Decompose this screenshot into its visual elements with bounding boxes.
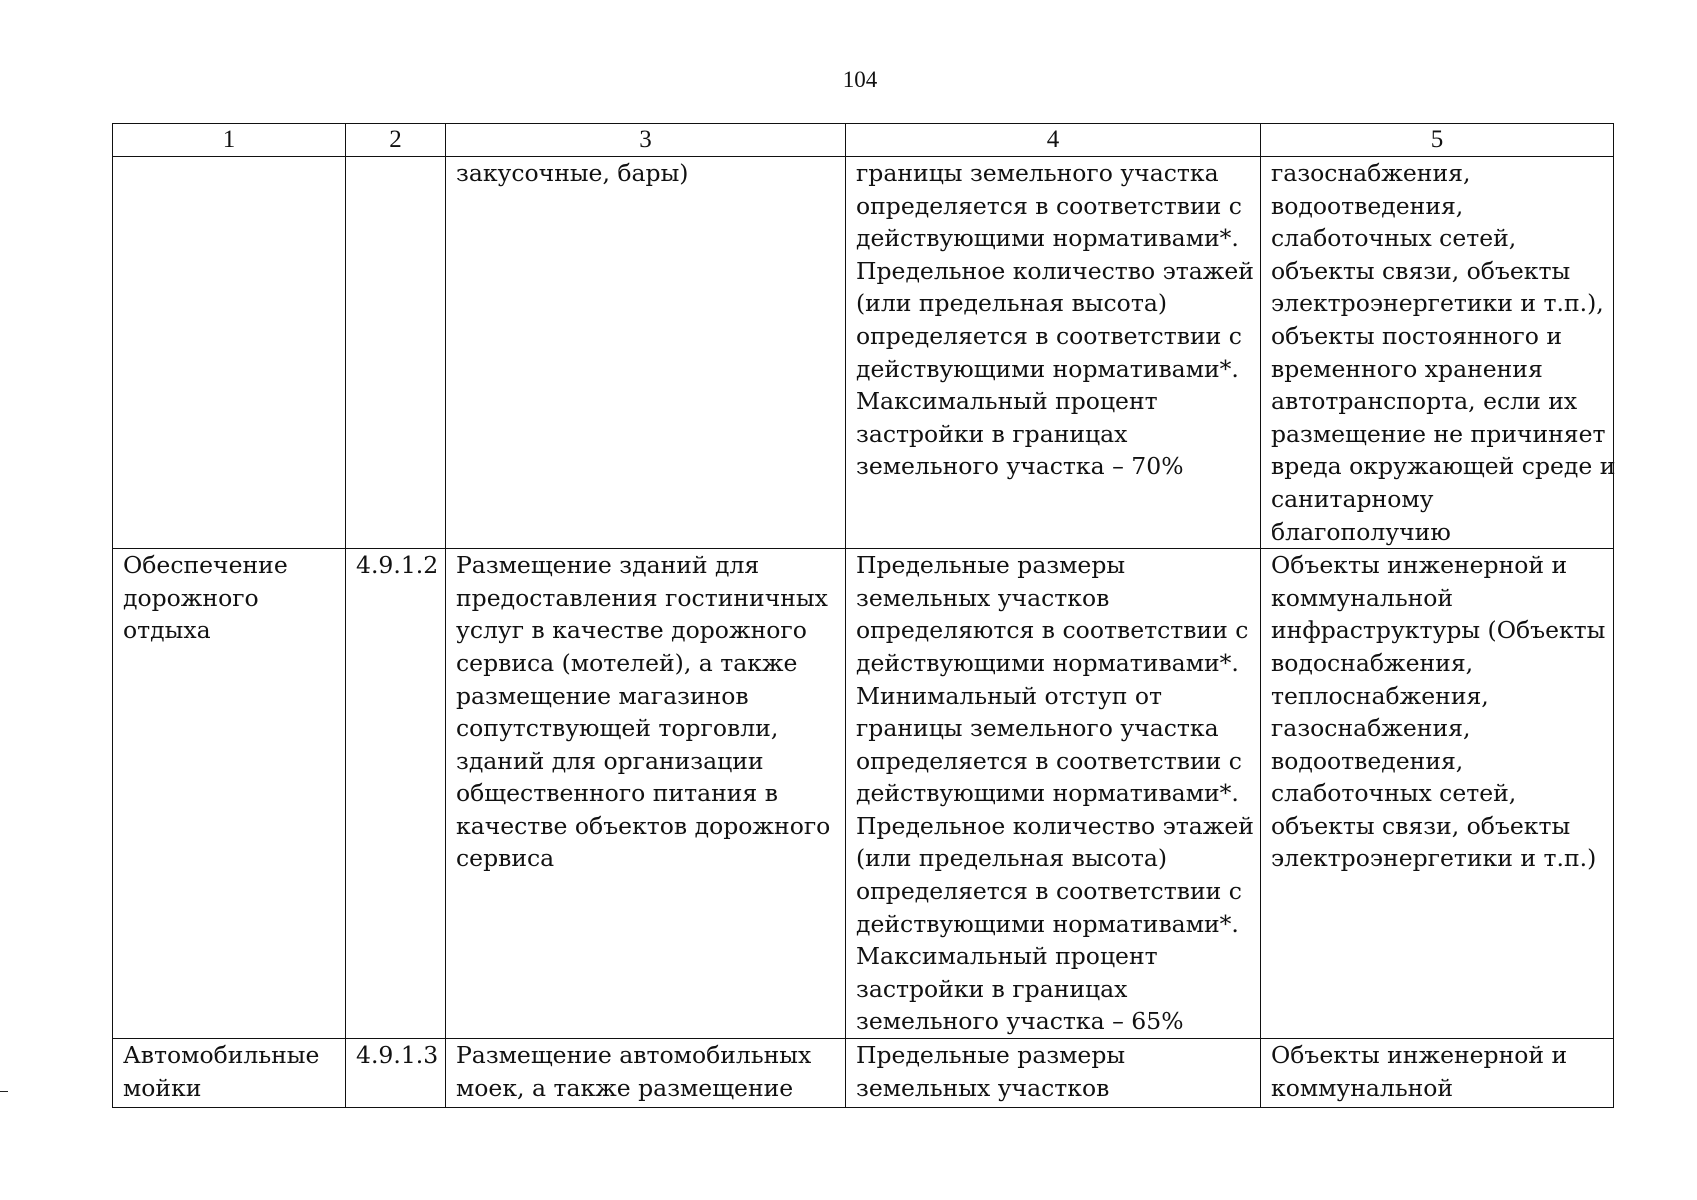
cell-text-line: объекты связи, объекты [1271, 811, 1571, 840]
auxiliary-uses-cell [1261, 157, 1614, 549]
header-cell-4: 4 [846, 124, 1261, 157]
cell-text-line: электроэнергетики и т.п.) [1271, 844, 1597, 873]
table-row [113, 157, 1614, 549]
cell-text-line: общественного питания в [456, 779, 778, 808]
cell-text-line: Минимальный отступ от [856, 681, 1162, 710]
land-use-code-cell [346, 1039, 446, 1108]
land-use-name-cell [113, 157, 346, 549]
cell-text-line: земельных участков [856, 583, 1110, 612]
cell-text-line: сопутствующей торговли, [456, 714, 779, 743]
cell-text-line: застройки в границах [856, 974, 1128, 1003]
cell-text-line: Предельные размеры [856, 551, 1126, 580]
cell-text-line: действующими нормативами*. [856, 648, 1239, 677]
cell-text-line: 4.9.1.3 [356, 1041, 439, 1070]
cell-text-line: (или предельная высота) [856, 289, 1167, 318]
cell-text-line: объекты постоянного и [1271, 321, 1563, 350]
cell-text-line: дорожного [123, 583, 259, 612]
cell-text-line: действующими нормативами*. [856, 909, 1239, 938]
cell-text-line: 4.9.1.2 [356, 551, 439, 580]
parameters-cell [846, 549, 1261, 1039]
cell-text-line: Предельное количество этажей [856, 811, 1254, 840]
parameters-cell [846, 1039, 1261, 1108]
header-cell-2: 2 [346, 124, 446, 157]
cell-text-line: водоснабжения, [1271, 648, 1474, 677]
cell-text-line: теплоснабжения, [1271, 681, 1489, 710]
cell-text-line: определяется в соответствии с [856, 746, 1242, 775]
cell-text-line: действующими нормативами*. [856, 354, 1239, 383]
table-row [113, 549, 1614, 1039]
land-use-description-cell [446, 1039, 846, 1108]
land-use-description-cell [446, 157, 846, 549]
cell-text-line: закусочные, бары) [456, 159, 689, 187]
cell-text-line: Предельное количество этажей [856, 256, 1254, 285]
cell-text-line: газоснабжения, [1271, 159, 1471, 187]
cell-text-line: сервиса [456, 844, 555, 873]
cell-text-line: водоотведения, [1271, 746, 1464, 775]
header-cell-1: 1 [113, 124, 346, 157]
cell-text-line: Предельные размеры [856, 1041, 1126, 1070]
cell-text-line: инфраструктуры (Объекты [1271, 616, 1606, 645]
header-cell-5: 5 [1261, 124, 1614, 157]
cell-text-line: действующими нормативами*. [856, 224, 1239, 253]
cell-text-line: предоставления гостиничных [456, 583, 828, 612]
cell-text-line: отдыха [123, 616, 211, 645]
cell-text-line: коммунальной [1271, 583, 1454, 612]
cell-text-line: зданий для организации [456, 746, 764, 775]
parameters-cell [846, 157, 1261, 549]
cell-text-line: земельного участка – 70% [856, 452, 1184, 481]
header-cell-3: 3 [446, 124, 846, 157]
cell-text-line: слаботочных сетей, [1271, 779, 1517, 808]
cell-text-line: границы земельного участка [856, 714, 1219, 743]
cell-text-line: определяется в соответствии с [856, 877, 1242, 906]
land-use-name-cell [113, 1039, 346, 1108]
cell-text-line: определяются в соответствии с [856, 616, 1249, 645]
cell-text-line: электроэнергетики и т.п.), [1271, 289, 1604, 318]
cell-text-line: газоснабжения, [1271, 714, 1471, 743]
table-row [113, 1039, 1614, 1108]
cell-text-line: услуг в качестве дорожного [456, 616, 807, 645]
cell-text-line: границы земельного участка [856, 159, 1219, 187]
cell-text-line: Автомобильные [123, 1041, 320, 1070]
cell-text-line: земельных участков [856, 1073, 1110, 1102]
cell-text-line: Размещение автомобильных [456, 1041, 812, 1070]
cell-text-line: водоотведения, [1271, 191, 1464, 220]
cell-text-line: размещение магазинов [456, 681, 749, 710]
zoning-regulations-table [112, 123, 1614, 1108]
cell-text-line: Максимальный процент [856, 387, 1158, 416]
land-use-description-cell [446, 549, 846, 1039]
cell-text-line: размещение не причиняет [1271, 419, 1606, 448]
cell-text-line: слаботочных сетей, [1271, 224, 1517, 253]
cell-text-line: определяется в соответствии с [856, 191, 1242, 220]
cell-text-line: качестве объектов дорожного [456, 811, 831, 840]
cell-text-line: благополучию [1271, 517, 1451, 546]
land-use-name-cell [113, 549, 346, 1039]
cell-text-line: санитарному [1271, 484, 1434, 513]
cell-text-line: вреда окружающей среде и [1271, 452, 1616, 481]
cell-text-line: действующими нормативами*. [856, 779, 1239, 808]
cell-text-line: застройки в границах [856, 419, 1128, 448]
page-number: 104 [842, 67, 878, 92]
cell-text-line: (или предельная высота) [856, 844, 1167, 873]
margin-mark [0, 1091, 8, 1092]
auxiliary-uses-cell [1261, 1039, 1614, 1108]
cell-text-line: коммунальной [1271, 1073, 1454, 1102]
land-use-code-cell [346, 157, 446, 549]
cell-text-line: мойки [123, 1073, 202, 1102]
cell-text-line: земельного участка – 65% [856, 1007, 1184, 1036]
cell-text-line: Объекты инженерной и [1271, 551, 1568, 580]
cell-text-line: Размещение зданий для [456, 551, 760, 580]
cell-text-line: временного хранения [1271, 354, 1543, 383]
auxiliary-uses-cell [1261, 549, 1614, 1039]
cell-text-line: Объекты инженерной и [1271, 1041, 1568, 1070]
cell-text-line: моек, а также размещение [456, 1073, 794, 1102]
table-header-row [113, 124, 1614, 157]
land-use-code-cell [346, 549, 446, 1039]
cell-text-line: определяется в соответствии с [856, 321, 1242, 350]
cell-text-line: Максимальный процент [856, 942, 1158, 971]
cell-text-line: Обеспечение [123, 551, 288, 580]
cell-text-line: сервиса (мотелей), а также [456, 648, 798, 677]
cell-text-line: автотранспорта, если их [1271, 387, 1578, 416]
cell-text-line: объекты связи, объекты [1271, 256, 1571, 285]
